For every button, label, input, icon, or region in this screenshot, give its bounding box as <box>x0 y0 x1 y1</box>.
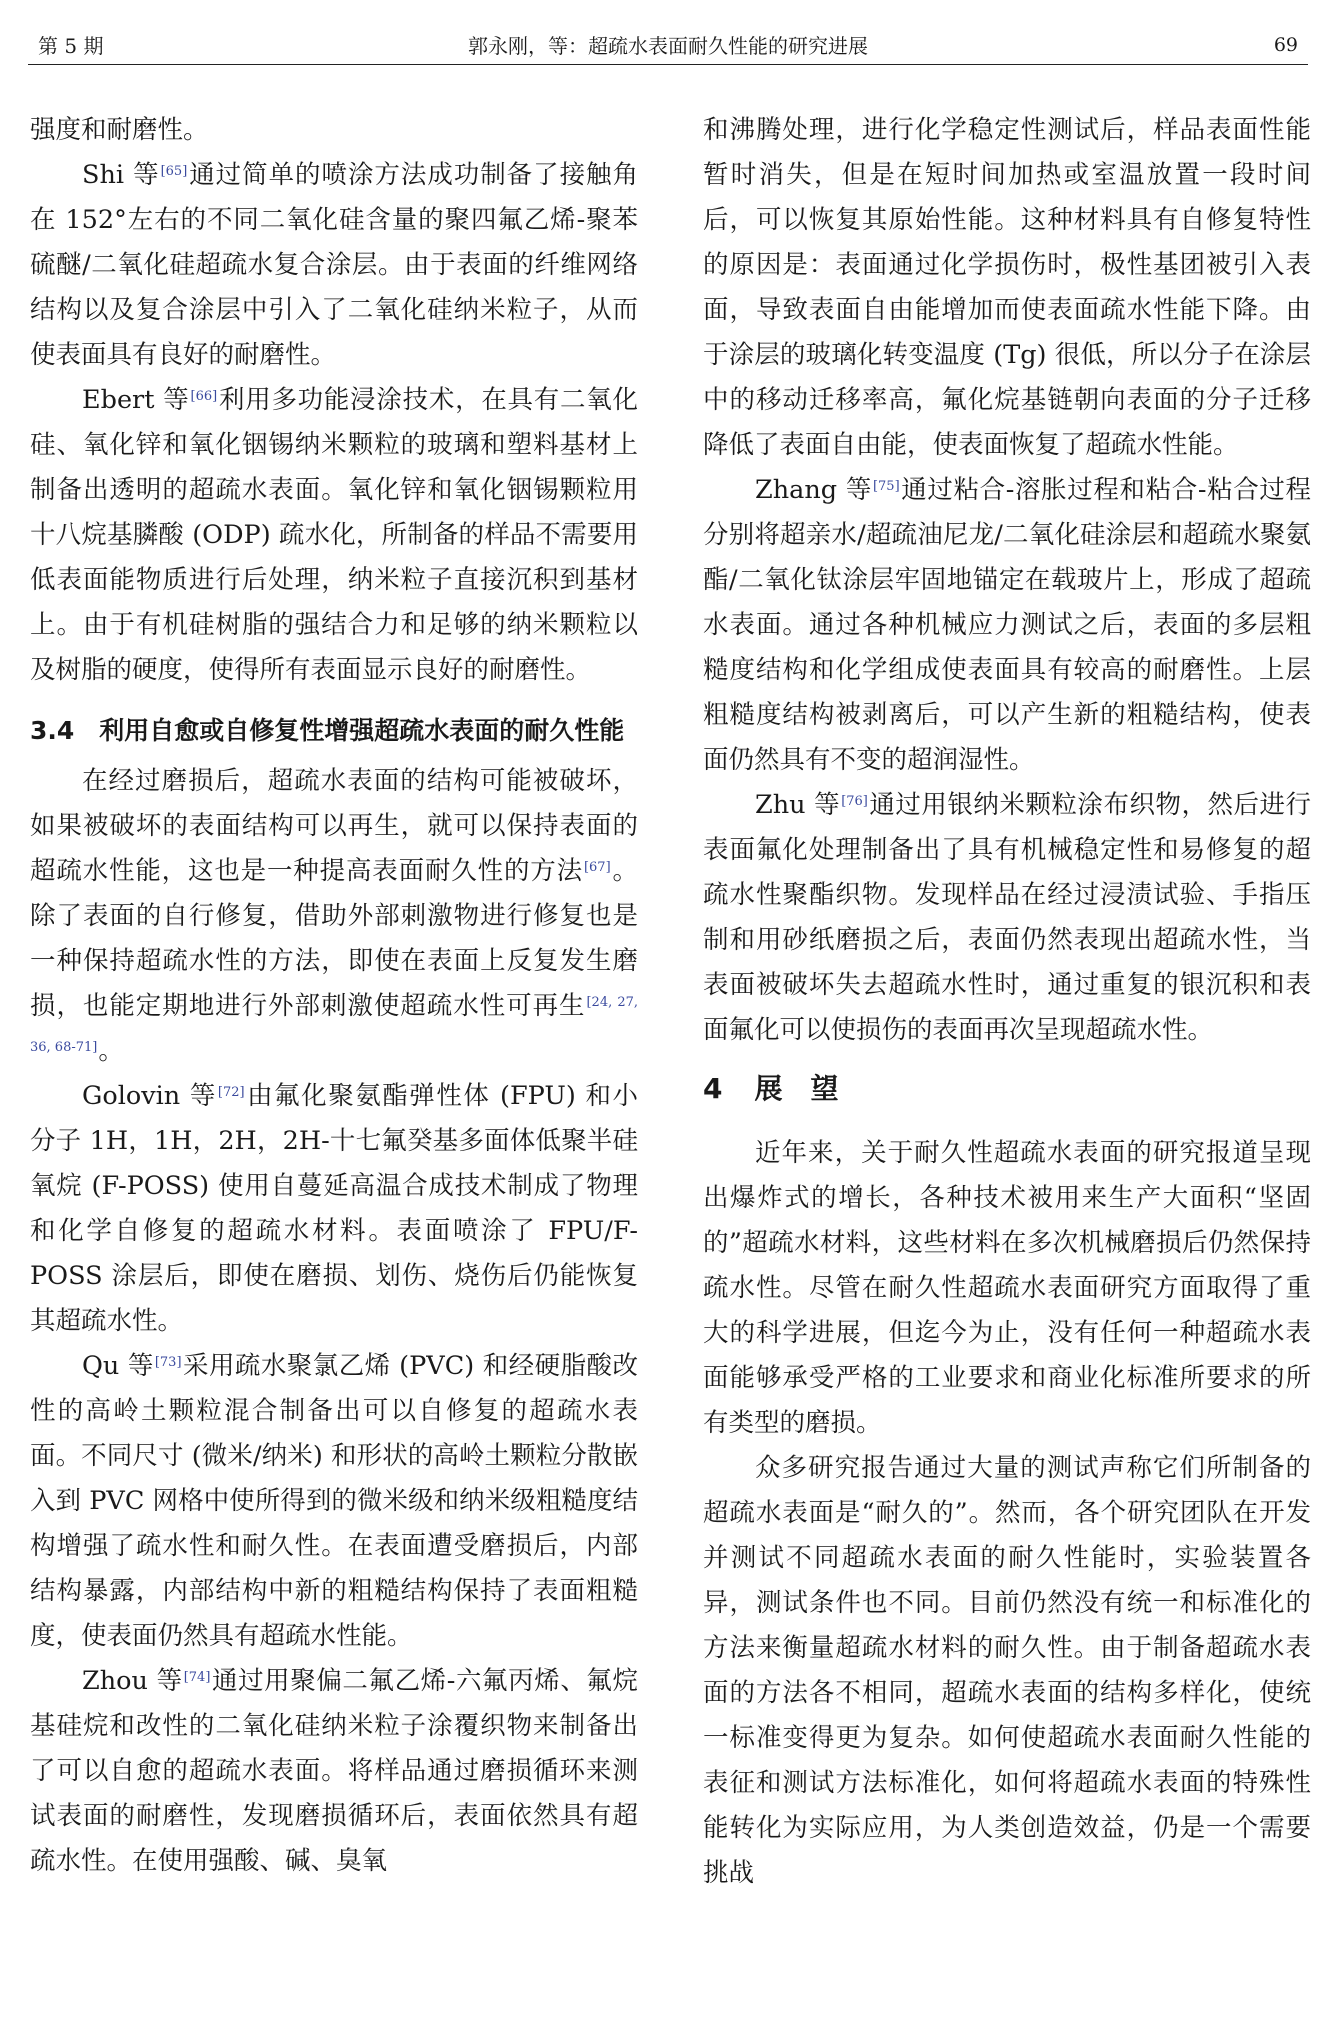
citation-link[interactable]: [24, 27, 36, 68-71] <box>30 995 638 1055</box>
paragraph <box>30 153 638 378</box>
paragraph <box>703 108 1311 468</box>
right-column <box>703 108 1311 1896</box>
paragraph <box>703 783 1311 1053</box>
paragraph <box>30 378 638 693</box>
paragraph-text: Golovin 等 <box>82 1081 217 1111</box>
citation-link[interactable]: [72] <box>217 1085 245 1100</box>
citation-link[interactable]: [67] <box>583 860 611 875</box>
section-number: 4 <box>703 1072 723 1105</box>
paragraph <box>703 1131 1311 1446</box>
paragraph-text: 通过用聚偏二氟乙烯-六氟丙烯、氟烷基硅烷和改性的二氧化硅纳米粒子涂覆织物来制备出了可以自愈的超疏水表面。将样品通过磨损循环来测试表面的耐磨性，发现磨损循环后，表面依然具有超疏水性。在使用强酸、碱、臭氧 <box>30 1666 638 1876</box>
paragraph-text: 由氟化聚氨酯弹性体 (FPU) 和小分子 1H，1H，2H，2H-十七氟癸基多面体低聚半硅氧烷 (F-POSS) 使用自蔓延高温合成技术制成了物理和化学自修复的超疏水材料。表面喷涂了 FPU/F-POSS 涂层后，即使在磨损、划伤、烧伤后仍能恢复其超疏水性。 <box>30 1081 638 1336</box>
citation-link[interactable]: [73] <box>154 1355 182 1370</box>
citation-link[interactable]: [75] <box>872 479 900 494</box>
paragraph-text: 采用疏水聚氯乙烯 (PVC) 和经硬脂酸改性的高岭土颗粒混合制备出可以自修复的超疏水表面。不同尺寸 (微米/纳米) 和形状的高岭土颗粒分散嵌入到 PVC 网格中使所得到的微米级和纳米级粗糙度结构增强了疏水性和耐久性。在表面遭受磨损后，内部结构暴露，内部结构中新的粗糙结构保持了表面粗糙度，使表面仍然具有超疏水性能。 <box>30 1351 638 1651</box>
paragraph <box>30 1074 638 1344</box>
paragraph <box>30 759 638 1074</box>
paragraph <box>703 468 1311 783</box>
paragraph-text: 近年来，关于耐久性超疏水表面的研究报道呈现出爆炸式的增长，各种技术被用来生产大面积“坚固的”超疏水材料，这些材料在多次机械磨损后仍然保持疏水性。尽管在耐久性超疏水表面研究方面取得了重大的科学进展，但迄今为止，没有任何一种超疏水表面能够承受严格的工业要求和商业化标准所要求的所有类型的磨损。 <box>703 1138 1311 1438</box>
paragraph-text: 众多研究报告通过大量的测试声称它们所制备的超疏水表面是“耐久的”。然而，各个研究团队在开发并测试不同超疏水表面的耐久性能时，实验装置各异，测试条件也不同。目前仍然没有统一和标准化的方法来衡量超疏水材料的耐久性。由于制备超疏水表面的方法各不相同，超疏水表面的结构多样化，使统一标准变得更为复杂。如何使超疏水表面耐久性能的表征和测试方法标准化，如何将超疏水表面的特殊性能转化为实际应用，为人类创造效益，仍是一个需要挑战 <box>703 1453 1311 1888</box>
citation-link[interactable]: [65] <box>160 164 188 179</box>
paragraph-text: 强度和耐磨性。 <box>30 115 209 145</box>
citation-link[interactable]: [76] <box>841 794 868 809</box>
paragraph <box>30 1659 638 1884</box>
paragraph-text: 通过粘合-溶胀过程和粘合-粘合过程分别将超亲水/超疏油尼龙/二氧化硅涂层和超疏水聚氨酯/二氧化钛涂层牢固地锚定在载玻片上，形成了超疏水表面。通过各种机械应力测试之后，表面的多层粗糙度结构和化学组成使表面具有较高的耐磨性。上层粗糙度结构被剥离后，可以产生新的粗糙结构，使表面仍然具有不变的超润湿性。 <box>703 475 1311 775</box>
paragraph-text: 。 <box>98 1036 124 1066</box>
issue-label: 第 5 期 <box>38 34 104 58</box>
paragraph-text: Zhu 等 <box>755 790 841 820</box>
paragraph-text: 。除了表面的自行修复，借助外部刺激物进行修复也是一种保持超疏水性的方法，即使在表面上反复发生磨损，也能定期地进行外部刺激使超疏水性可再生 <box>30 856 638 1021</box>
paragraph-text: Ebert 等 <box>82 385 190 415</box>
paragraph-text: Shi 等 <box>82 160 160 190</box>
paragraph <box>703 1446 1311 1896</box>
page-number: 69 <box>1273 34 1298 56</box>
paragraph <box>30 108 638 153</box>
paragraph-text: 通过用银纳米颗粒涂布织物，然后进行表面氟化处理制备出了具有机械稳定性和易修复的超疏水性聚酯织物。发现样品在经过浸渍试验、手指压制和用砂纸磨损之后，表面仍然表现出超疏水性，当表面被破坏失去超疏水性时，通过重复的银沉积和表面氟化可以使损伤的表面再次呈现超疏水性。 <box>703 790 1311 1045</box>
section-heading: 3.4 利用自愈或自修复性增强超疏水表面的耐久性能 <box>30 716 625 745</box>
citation-link[interactable]: [74] <box>183 1670 211 1685</box>
section-title: 展望 <box>754 1072 867 1105</box>
running-title: 郭永刚，等：超疏水表面耐久性能的研究进展 <box>468 34 868 58</box>
paragraph-text: 和沸腾处理，进行化学稳定性测试后，样品表面性能暂时消失，但是在短时间加热或室温放置一段时间后，可以恢复其原始性能。这种材料具有自修复特性的原因是：表面通过化学损伤时，极性基团被引入表面，导致表面自由能增加而使表面疏水性能下降。由于涂层的玻璃化转变温度 (Tg) 很低，所以分子在涂层中的移动迁移率高，氟化烷基链朝向表面的分子迁移降低了表面自由能，使表面恢复了超疏水性能。 <box>703 115 1311 460</box>
paragraph-text: Zhang 等 <box>755 475 872 505</box>
paragraph-text: 利用多功能浸涂技术，在具有二氧化硅、氧化锌和氧化铟锡纳米颗粒的玻璃和塑料基材上制备出透明的超疏水表面。氧化锌和氧化铟锡颗粒用十八烷基膦酸 (ODP) 疏水化，所制备的样品不需要用低表面能物质进行后处理，纳米粒子直接沉积到基材上。由于有机硅树脂的强结合力和足够的纳米颗粒以及树脂的硬度，使得所有表面显示良好的耐磨性。 <box>30 385 638 685</box>
section-heading <box>703 1067 1311 1111</box>
paragraph-text: 在经过磨损后，超疏水表面的结构可能被破坏，如果被破坏的表面结构可以再生，就可以保持表面的超疏水性能，这也是一种提高表面耐久性的方法 <box>30 766 638 886</box>
paragraph-text: Qu 等 <box>82 1351 154 1381</box>
paragraph-text: Zhou 等 <box>82 1666 183 1696</box>
citation-link[interactable]: [66] <box>190 389 218 404</box>
paragraph-text: 通过简单的喷涂方法成功制备了接触角在 152°左右的不同二氧化硅含量的聚四氟乙烯-聚苯硫醚/二氧化硅超疏水复合涂层。由于表面的纤维网络结构以及复合涂层中引入了二氧化硅纳米粒子，从而使表面具有良好的耐磨性。 <box>30 160 638 370</box>
left-column <box>30 108 638 1884</box>
paragraph <box>30 1344 638 1659</box>
page-header <box>28 28 1308 65</box>
